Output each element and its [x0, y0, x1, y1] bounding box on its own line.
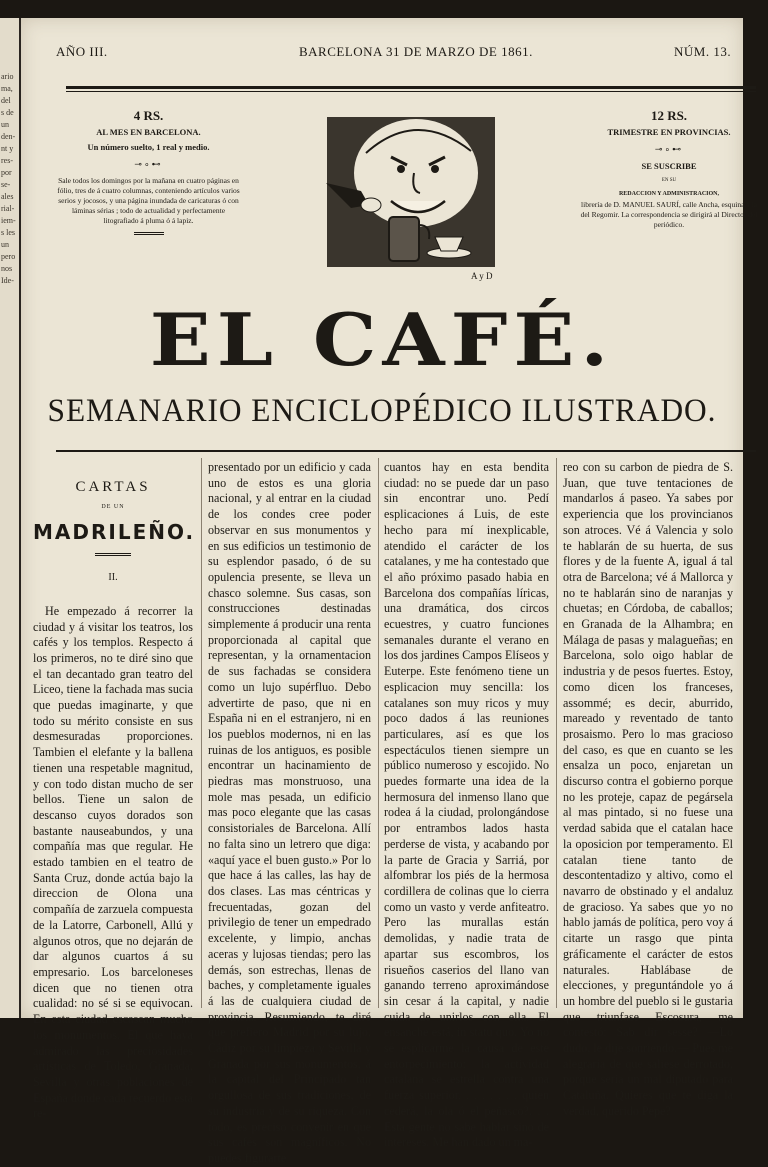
price-barcelona: 4 RS. [133, 108, 164, 123]
illustration-signature: A y D [471, 271, 493, 281]
single-issue-price: Un número suelto, 1 real y medio. [87, 142, 210, 152]
article-column-4 [563, 460, 733, 1120]
divider-left [134, 232, 164, 235]
column-divider [201, 458, 202, 1008]
subscription-left [56, 110, 241, 235]
column-divider [378, 458, 379, 1008]
issue-header [56, 44, 746, 62]
subscription-term: AL MES EN BARCELONA. [96, 127, 201, 137]
office-label: REDACCION Y ADMINISTRACION, [618, 191, 720, 197]
masthead-subtitle: SEMANARIO ENCICLOPÉDICO ILUSTRADO. [47, 393, 717, 429]
price-provinces: 12 RS. [650, 108, 688, 123]
column-text: He empezado á recorrer la ciudad y á visitar los teatros, los cafés y los templos. Respecto á los primeros, no te diré sino que el tan decantado gran teatro del Liceo, tiene la fachada mas sucia que puedas imaginarte, y que todo su mérito consiste en sus desmesuradas proporciones. Tambien el elefante y la ballena tienen una respetable magnitud, y con todo distan mucho de ser bellos. Tiene un salon de descanso cuyos dorados son bastante nauseabundos, y una compañía mas que regular. He estado tambien en el teatro de Santa Cruz, donde actúa bajo la direccion de Olona una compañía de zarzuela compuesta de la Latorre, Carbonell, Allú y algunos otros, que no dejarán de dar algunos cuartos á su empresario. Los barceloneses dicen que no tienen otra cualidad: no sé si se equivocan. En esta ciudad escasean mucho los monumentos. El que haya admirado las preciosidades artísticas de Toledo, Granada, Sevilla y otras poblaciones de España donde cada recuerdo está re- [33, 603, 193, 1121]
article-title: MADRILEÑO. [33, 520, 196, 545]
masthead-rule [56, 450, 756, 452]
previous-page-fragment: ales [1, 192, 14, 201]
header-rule [66, 86, 756, 89]
previous-page-fragment: un [1, 240, 9, 249]
column-text: reo con su carbon de piedra de S. Juan, que tuve tentaciones de mandarlos á paseo. Ya sabes por experiencia que los provincianos son atroces. Vé á Valencia y solo te hablarán de su huerta, de sus flores y de la fuente A, igual á tal otra de Barcelona; vé á Mallorca y no te hablarán sino de naranjas y chuetas; en Córdoba, de caballos; en Granada de la Alhambra; en Málaga de pasas y malagueñas; en Barcelona, solo oigo hablar de industria y de pesos fuertes. Estoy, como dicen los franceses, assommé; es decir, aburrido, mareado y reventado de tanto prosaismo. Pero lo mas gracioso del caso, es que en cuanto se les ensalza un poco, enjaretan un discurso contra el gobierno porque no les proteje, capaz de pegársela al mas pintado, si no fuese una verdad sabida que el catalan hace la oposicion por temperamento. El catalan tiene tanto de descontentadizo y altivo, como el navarro de obstinado y el andaluz de gracioso. Ya sabes que yo no hablo jamás de política, pero voy á citarte un rasgo que pinta gráficamente el carácter de estos naturales. Hablábase de elecciones, y preguntándole yo á un hombre del pueblo si le gustaria que triunfase Escosura, me contestó: Sab dir sesse? —Lo dudo, le dije sonriendo.— Pues me alegraria de que saliese derrotado, porque seria un mal diputado para Cataluña. Quieres que te diga la verdad, querido Pepe? [563, 460, 733, 1118]
subscribe-en-su: EN SU [661, 178, 677, 183]
coffee-caricature-illustration [321, 113, 501, 283]
dateline: BARCELONA 31 DE MARZO DE 1861. [299, 44, 533, 59]
subscribe-label: SE SUSCRIBE [641, 161, 697, 171]
office-address: librería de D. MANUEL SAURÍ, calle Ancha, esquina á la del Regomir. La correspondencia se dirigirá al Director del periódico. [580, 200, 758, 229]
year-label: AÑO III. [56, 44, 108, 59]
article-number: II. [108, 572, 118, 584]
header-rule-thin [66, 91, 756, 92]
article-heading: CARTAS [75, 479, 151, 495]
column-text: presentado por un edificio y cada uno de estos es una gloria nacional, y al entrar en la ciudad de los condes cree poder observar en sus monumentos y en sus edificios un testimonio de su esplendor pasado, ó de su opulencia presente, se lleva un chasco solemne. Sus casas, son construcciones destinadas simplemente á producir una renta proporcionada al capital que representan, y la ornamentacion de sus fachadas se considera como un lujo supérfluo. Debo advertirte de paso, que ni en España ni en el estranjero, ni en los pueblos modernos, ni en las ruinas de los antiguos, es posible encontrar un hacinamiento de piedras mas monstruoso, una mole mas pesada, un edificio mas poco elegante que las casas consistoriales de Barcelona. Allí no falta sino un letrero que diga: «aquí yace el buen gusto.» Por lo que hace á las calles, las hay de dos clases. Las mas céntricas y frecuentadas, gozan del privilegio de tener un empedrado excelente, y limpio, anchas aceras y lujosas tiendas; pero las demás, son estrechas, llenas de baches, y completamente iguales á las de cualquiera ciudad de provincia. Resumiendo, te diré que prefiero Madrid por su lujo, Cádiz por su limpieza y Sevilla y Granada por sus monumentos, á la capital del Principado tan orgullosa de sus tradiciones, de su industria y de su riqueza. Con todo, es preciso convenir en que sus cafés son magníficos. No puedes figurarte [208, 460, 371, 1165]
newspaper-page [21, 18, 758, 1165]
previous-page-edge [0, 18, 21, 1018]
previous-page-fragment: s les [1, 228, 15, 237]
previous-page-fragment: nos [1, 264, 13, 273]
previous-page-fragment: res- [1, 156, 13, 165]
previous-page-fragment: del [1, 96, 11, 105]
column-divider [556, 458, 557, 1008]
title-divider [95, 553, 131, 556]
previous-page-fragment: Ide- [1, 276, 14, 285]
article-column-1 [33, 460, 196, 1122]
issue-number: NÚM. 13. [674, 44, 732, 59]
subscription-right [579, 110, 759, 230]
previous-page-fragment: ma, [1, 84, 13, 93]
masthead-title: EL CAFÉ. [149, 297, 615, 383]
previous-page-fragment: iem- [1, 216, 16, 225]
article-column-3 [384, 460, 549, 1151]
column-text: cuantos hay en esta bendita ciudad: no se puede dar un paso sin encontrar uno. Pedí esplicaciones á Luis, de este hecho para mí inexplicable, atendido el carácter de los catalanes, y me ha contestado que el año próximo pasado habia en Barcelona dos compañías líricas, una dramática, dos circos ecuestres, y cuatro funciones semanales durante el verano en los dos jardines Campos Elíseos y Euterpe. Este fenómeno tiene un esplicacion muy sencilla: los catalanes son muy ricos y muy poco dados á las reuniones particulares, así es que los espectáculos tienen siempre un público numeroso y escojido. No puedes formarte una idea de la hermosura del inmenso llano que rodea á la ciudad, prolongándose por entrambos lados hasta perderse de vista, y acabando por la parte de Gracia y Sarriá, por alfombrar los piés de la hermosa cordillera de colinas que lo cierra como un vasto y verde anfiteatro. Pero las murallas están demolidas, y nadie trata de apartar sus escombros, los risueños caserios del llano van ganando terreno aproximándose sin cesar á la capital, y nadie cuida de unirlos con ella. El ensanche está, in statu quo. Yo no sé esplicarme la causa de este entorpecimiento: la actividad catalana se estrella contra una fuerza superior. . . . . . . . quien cederá, la ola ó el peñasco?. . . Esta gente no sabe hablar sino de intereses. Me han dado un ma- [384, 460, 549, 1150]
previous-page-fragment: ario [1, 72, 14, 81]
previous-page-fragment: por [1, 168, 12, 177]
previous-page-fragment: pero [1, 252, 16, 261]
subscription-term-provinces: TRIMESTRE EN PROVINCIAS. [607, 127, 731, 137]
publication-description: Sale todos los domingos por la mañana en cuatro páginas en fólio, tres de á cuatro columnas, conteniendo artículos varios serios y jocosos, y una página inundada de caricaturas ó con láminas sérias ; todo de actualidad y perfectamente litografiado á pluma ó á lapiz. [57, 176, 240, 225]
ornament-left: ⊸∘⊷ [134, 159, 163, 169]
previous-page-fragment: s de [1, 108, 14, 117]
article-column-2 [208, 460, 371, 1167]
ornament-right: ⊸∘⊷ [654, 144, 684, 154]
article-de-un: DE UN [101, 503, 125, 510]
previous-page-fragment: un [1, 120, 9, 129]
previous-page-fragment: den- [1, 132, 16, 141]
previous-page-fragment: se- [1, 180, 11, 189]
previous-page-fragment: rial- [1, 204, 15, 213]
previous-page-fragment: nt y [1, 144, 14, 153]
